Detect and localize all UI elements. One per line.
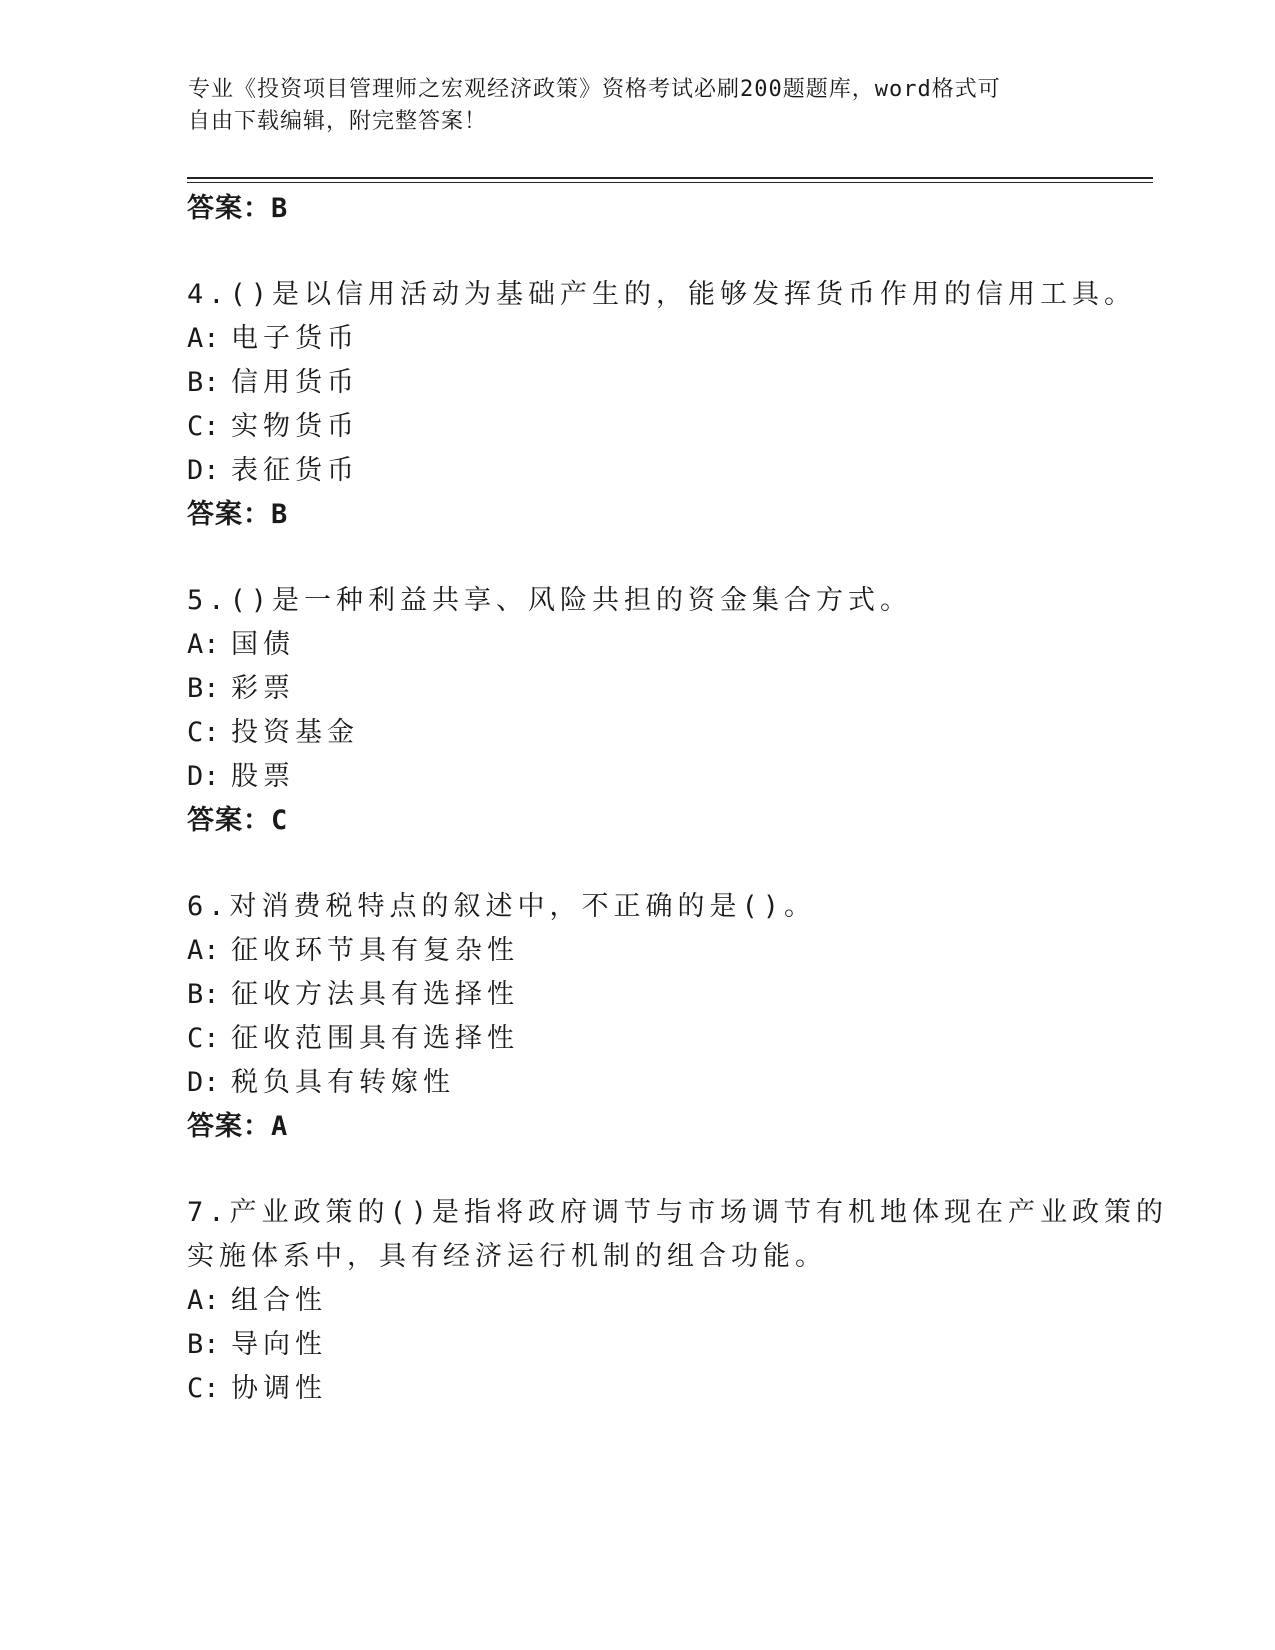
question-6-option-c: C: 征收范围具有选择性 — [187, 1023, 519, 1054]
answer-previous: 答案：B — [187, 193, 289, 224]
question-4-option-d: D: 表征货币 — [187, 455, 359, 486]
question-5-answer: 答案：C — [187, 805, 289, 836]
question-6-option-a: A: 征收环节具有复杂性 — [187, 935, 519, 966]
question-5-option-a: A: 国债 — [187, 629, 295, 660]
question-7-text-line-2: 实施体系中，具有经济运行机制的组合功能。 — [187, 1241, 827, 1272]
question-6-answer: 答案：A — [187, 1111, 289, 1142]
document-header — [188, 74, 1088, 138]
header-line-2: 自由下载编辑，附完整答案！ — [188, 109, 488, 134]
question-7-option-c: C: 协调性 — [187, 1373, 327, 1404]
question-4-answer: 答案：B — [187, 499, 289, 530]
header-divider-thin — [187, 182, 1153, 183]
question-6-option-b: B: 征收方法具有选择性 — [187, 979, 519, 1010]
question-5-text: 5.()是一种利益共享、风险共担的资金集合方式。 — [187, 585, 913, 616]
question-6-text: 6.对消费税特点的叙述中，不正确的是()。 — [187, 891, 817, 922]
question-7-option-a: A: 组合性 — [187, 1285, 327, 1316]
question-4-option-b: B: 信用货币 — [187, 367, 359, 398]
header-divider-thick — [187, 177, 1153, 179]
question-7-text-line-1: 7.产业政策的()是指将政府调节与市场调节有机地体现在产业政策的 — [187, 1197, 1169, 1228]
question-4-option-c: C: 实物货币 — [187, 411, 359, 442]
question-5-option-d: D: 股票 — [187, 761, 295, 792]
question-5-option-b: B: 彩票 — [187, 673, 295, 704]
question-6-option-d: D: 税负具有转嫁性 — [187, 1067, 455, 1098]
question-7-option-b: B: 导向性 — [187, 1329, 327, 1360]
question-4-option-a: A: 电子货币 — [187, 323, 359, 354]
header-line-1: 专业《投资项目管理师之宏观经济政策》资格考试必刷200题题库，word格式可 — [188, 77, 1001, 102]
question-5-option-c: C: 投资基金 — [187, 717, 359, 748]
question-4-text: 4.()是以信用活动为基础产生的，能够发挥货币作用的信用工具。 — [187, 279, 1137, 310]
